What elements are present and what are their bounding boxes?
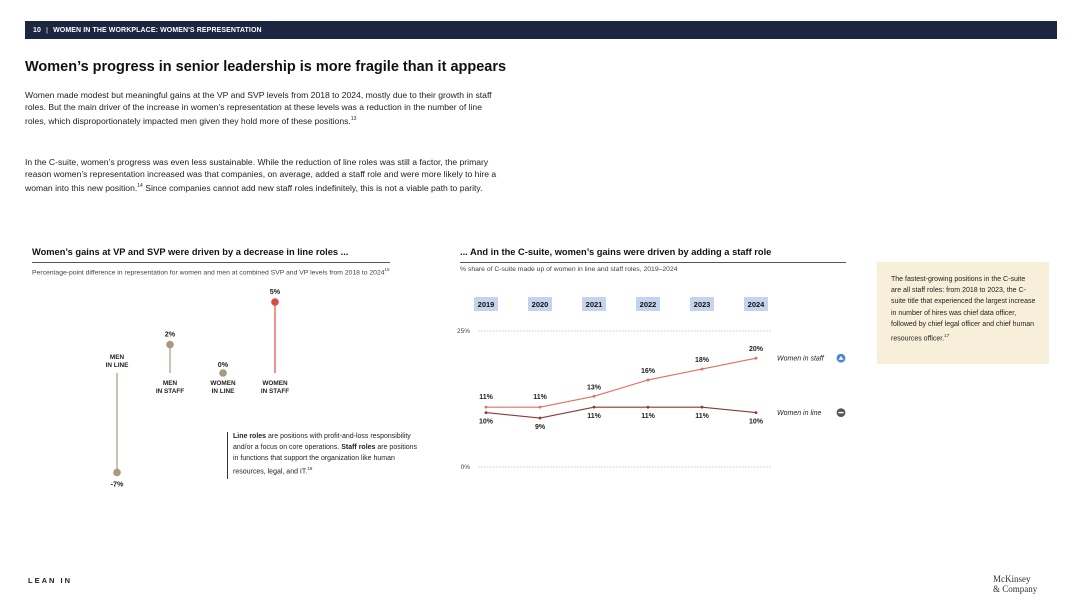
category-label-women-in-staff: WOMEN xyxy=(262,380,288,387)
value-label-men-in-line: -7% xyxy=(110,479,124,489)
y-tick-25: 25% xyxy=(456,328,470,335)
csuite-line-chart xyxy=(440,285,870,485)
value-label-men-in-staff: 2% xyxy=(164,329,176,339)
header-separator: | xyxy=(46,26,49,34)
vp-chart-title: Women’s gains at VP and SVP were driven by a decrease in line roles ... xyxy=(32,247,349,257)
csuite-text-a: In the C-suite, women’s progress was even less sustainable. While the reduction of line roles was still a factor, the primary reason women’s representation increased was that companies, on average, added a staff role and were more likely to hire a woman into this new position. xyxy=(25,157,497,194)
point-women-in-staff-2021 xyxy=(593,395,596,398)
data-label-women-in-staff-2024: 20% xyxy=(748,346,764,354)
csuite-text-b: Since companies cannot add new staff roles indefinitely, this is not a viable path to parity. xyxy=(142,183,483,194)
section-title: WOMEN IN THE WORKPLACE: WOMEN'S REPRESENTATION xyxy=(53,26,262,34)
year-label-2021: 2021 xyxy=(585,300,603,309)
data-label-women-in-staff-2019: 11% xyxy=(479,394,493,402)
dot-women-in-staff xyxy=(271,298,279,306)
page-title: Women’s progress in senior leadership is more fragile than it appears xyxy=(25,59,507,75)
value-label-women-in-line: 0% xyxy=(217,360,229,369)
point-women-in-line-2020 xyxy=(539,417,542,420)
series-line-women-in-staff xyxy=(486,358,756,407)
csuite-paragraph xyxy=(25,156,500,194)
category-label-women-in-line: WOMEN xyxy=(210,380,236,387)
dot-men-in-line xyxy=(113,469,121,477)
page-number: 10 xyxy=(33,26,41,34)
staff-roles-definition: are positions in functions that support the organization like human resources, legal, and IT. xyxy=(233,443,418,476)
header-bar xyxy=(25,21,1057,39)
category-label-men-in-line: IN LINE xyxy=(105,362,129,369)
staff-roles-term: Staff roles xyxy=(341,443,376,451)
category-label-women-in-staff: IN STAFF xyxy=(260,388,290,395)
insight-callout xyxy=(877,262,1049,364)
data-label-women-in-line-2024: 10% xyxy=(748,418,764,426)
csuite-chart-title: ... And in the C-suite, women’s gains were driven by adding a staff role xyxy=(460,247,772,257)
year-label-2023: 2023 xyxy=(693,300,711,309)
intro-text: Women made modest but meaningful gains at the VP and SVP levels from 2018 to 2024, mostly due to their growth in staff roles. But the main driver of the increase in women’s representation at these levels was a reduction in the number of line roles, which disproportionately impacted men given they hold more of these positions. xyxy=(25,90,492,127)
insight-text: The fastest-growing positions in the C-suite are all staff roles: from 2018 to 2023, the C-suite title that experienced the largest increase in number of hires was chief data officer, followed by chief legal officer and chief human resources officer. xyxy=(891,276,1036,343)
mckinsey-logo xyxy=(993,575,1037,594)
point-women-in-staff-2019 xyxy=(485,406,488,409)
mckinsey-logo-line2: & Company xyxy=(993,583,1038,594)
category-label-men-in-staff: IN STAFF xyxy=(155,388,185,395)
point-women-in-staff-2020 xyxy=(539,406,542,409)
point-women-in-staff-2024 xyxy=(755,357,758,360)
footnote-15: 15 xyxy=(384,267,390,272)
line-roles-definition: are positions with profit-and-loss responsibility and/or a focus on core operations. xyxy=(233,433,411,451)
lean-in-logo: LEAN IN xyxy=(28,576,72,585)
footnote-13: 13 xyxy=(350,116,357,123)
data-label-women-in-staff-2022: 16% xyxy=(640,367,656,375)
footnote-16: 16 xyxy=(307,466,313,472)
data-label-women-in-line-2019: 10% xyxy=(478,418,494,426)
roles-definition-note xyxy=(227,432,418,479)
line-roles-term: Line roles xyxy=(233,433,267,440)
intro-paragraph xyxy=(25,89,500,127)
csuite-chart-subtitle: % share of C-suite made up of women in line and staff roles, 2019–2024 xyxy=(460,266,678,273)
dot-women-in-line xyxy=(219,369,227,377)
vp-chart-title-rule xyxy=(32,262,390,263)
point-women-in-line-2019 xyxy=(485,411,488,414)
point-women-in-line-2022 xyxy=(647,406,650,409)
vp-chart-subtitle-text: Percentage-point difference in representation for women and men at combined SVP and VP levels from 2018 to 2024 xyxy=(32,269,385,277)
data-label-women-in-staff-2021: 13% xyxy=(586,384,602,392)
footnote-14: 14 xyxy=(137,183,143,190)
csuite-chart-title-rule xyxy=(460,262,846,263)
value-label-women-in-staff: 5% xyxy=(269,287,281,296)
footnote-17: 17 xyxy=(944,333,950,339)
category-label-men-in-line: MEN xyxy=(109,354,125,361)
data-label-women-in-line-2021: 11% xyxy=(587,413,601,421)
point-women-in-line-2024 xyxy=(755,411,758,414)
minus-glyph xyxy=(838,412,843,413)
y-tick-0: 0% xyxy=(460,464,470,471)
data-label-women-in-staff-2020: 11% xyxy=(533,394,547,402)
point-women-in-line-2021 xyxy=(593,406,596,409)
year-label-2019: 2019 xyxy=(477,300,495,309)
data-label-women-in-line-2023: 11% xyxy=(695,413,709,421)
legend-women-in-staff: Women in staff xyxy=(777,355,824,363)
year-label-2022: 2022 xyxy=(639,300,657,309)
mckinsey-logo-line1: McKinsey xyxy=(993,574,1031,584)
data-label-women-in-line-2020: 9% xyxy=(534,424,546,432)
year-label-2024: 2024 xyxy=(747,300,765,309)
point-women-in-line-2023 xyxy=(701,406,704,409)
category-label-men-in-staff: MEN xyxy=(162,380,178,387)
year-label-2020: 2020 xyxy=(531,300,549,309)
point-women-in-staff-2023 xyxy=(701,368,704,371)
series-line-women-in-line xyxy=(486,407,756,421)
category-label-women-in-line: IN LINE xyxy=(211,388,235,395)
dot-men-in-staff xyxy=(166,341,174,349)
data-label-women-in-staff-2023: 18% xyxy=(694,357,710,365)
point-women-in-staff-2022 xyxy=(647,379,650,382)
vp-chart-subtitle xyxy=(32,265,392,278)
data-label-women-in-line-2022: 11% xyxy=(641,413,655,421)
legend-women-in-line: Women in line xyxy=(777,410,822,418)
